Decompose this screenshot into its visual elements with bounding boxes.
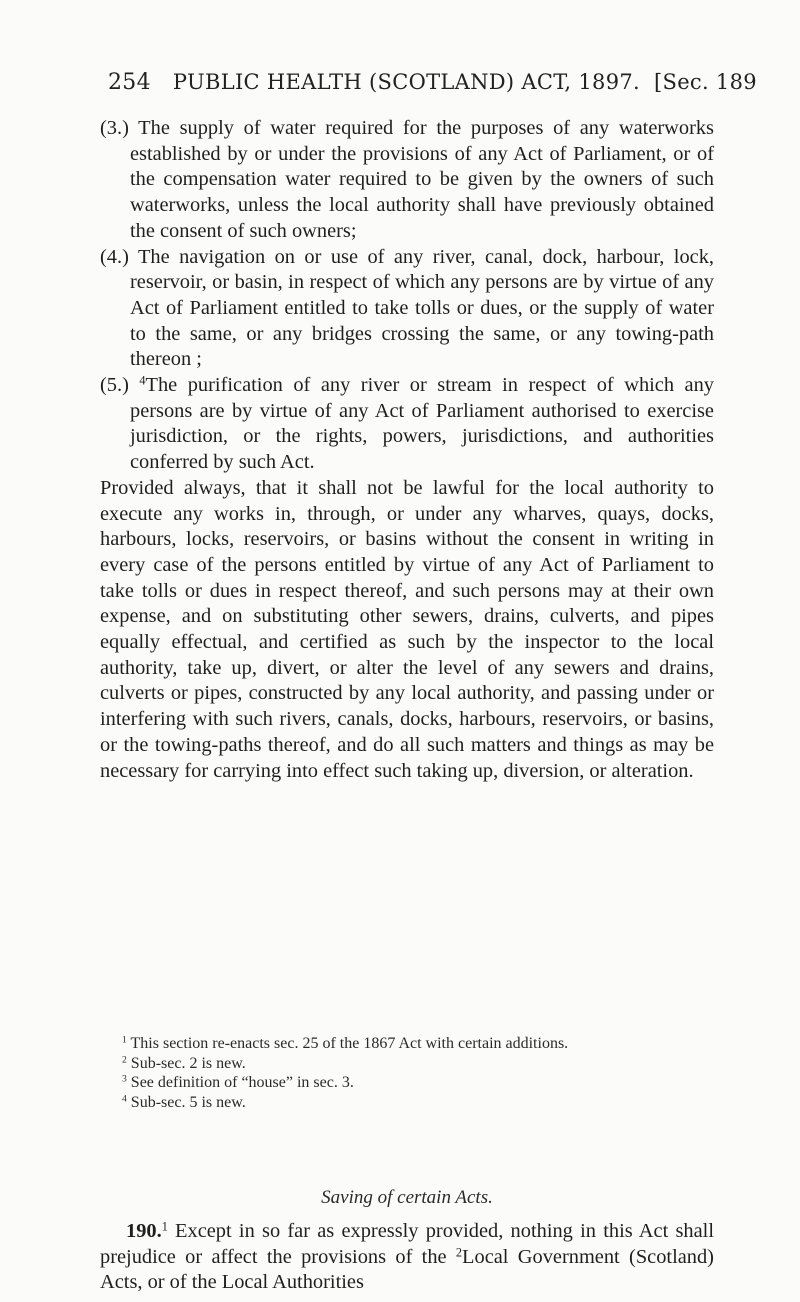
footnote-marker: 2 bbox=[122, 1054, 127, 1066]
footnote-text: Sub-sec. 2 is new. bbox=[130, 1054, 246, 1072]
footnote-4 bbox=[100, 1093, 714, 1113]
subsection-5-mark: (5.) bbox=[100, 374, 140, 397]
subsection-5-text: The purification of any river or stream in respect of which any persons are by virtue of any Act of Parliament authorised to exercise jurisdiction, or the rights, powers, jurisdictions, and authorities conferred by such Act. bbox=[130, 374, 714, 474]
section-number: 190. bbox=[126, 1220, 162, 1242]
main-text bbox=[100, 116, 714, 784]
footnote-ref-2: 2 bbox=[455, 1244, 463, 1259]
footnotes bbox=[100, 1034, 714, 1112]
subsection-3: (3.) The supply of water required for the purposes of any waterworks established by or under the provisions of any Act of Parliament, or of the compensation water required to be given by the owners of such waterworks, unless the local authority shall have previously obtained the consent of such owners; bbox=[100, 117, 714, 242]
section-190 bbox=[100, 1219, 714, 1296]
footnote-2 bbox=[100, 1054, 714, 1074]
section-reference: [Sec. 189 bbox=[654, 70, 757, 94]
footnote-ref-1: 1 bbox=[161, 1219, 168, 1234]
running-head bbox=[108, 70, 757, 95]
section-190-paragraph bbox=[100, 1219, 714, 1296]
subsection-5 bbox=[100, 373, 714, 476]
section-190-text-1: Except in so far as expressly provided, nothing in this Act shall prejudice or affect the provisions of the bbox=[100, 1220, 714, 1268]
running-title: PUBLIC HEALTH (SCOTLAND) ACT, 1897. bbox=[172, 70, 641, 94]
footnote-text: This section re-enacts sec. 25 of the 1867 Act with certain additions. bbox=[130, 1035, 569, 1052]
page-number: 254 bbox=[108, 70, 151, 95]
footnote-ref-4: 4 bbox=[139, 373, 146, 388]
footnote-marker: 1 bbox=[122, 1034, 127, 1046]
footnote-text: Sub-sec. 5 is new. bbox=[130, 1093, 246, 1111]
section-190-text-2: Local Government (Scotland) Acts, or of the Local Authorities bbox=[100, 1245, 714, 1294]
footnote-marker: 3 bbox=[122, 1073, 127, 1085]
footnote-marker: 4 bbox=[122, 1093, 127, 1105]
proviso-paragraph: Provided always, that it shall not be lawful for the local authority to execute any works in, through, or under any wharves, quays, docks, harbours, locks, reservoirs, or basins without the consent in writing in every case of the persons entitled by virtue of any Act of Parliament to take tolls or dues in respect thereof, and such persons may at their own expense, and on substituting other sewers, drains, culverts, and pipes equally effectual, and certified as such by the inspector to the local authority, take up, divert, or alter the level of any sewers and drains, culverts or pipes, constructed by any local authority, and passing under or interfering with such rivers, canals, docks, harbours, reservoirs, or basins, or the towing-paths thereof, and do all such matters and things as may be necessary for carrying into effect such taking up, diversion, or alteration. bbox=[100, 476, 714, 782]
subsection-4: (4.) The navigation on or use of any river, canal, dock, harbour, lock, reservoir, or basin, in respect of which any persons are by virtue of any Act of Parliament entitled to take tolls or dues, or the supply of water to the same, or any bridges crossing the same, or any towing-path thereon ; bbox=[100, 245, 714, 371]
footnote-1 bbox=[100, 1034, 714, 1054]
footnote-3 bbox=[100, 1073, 714, 1093]
section-heading: Saving of certain Acts. bbox=[321, 1187, 493, 1208]
footnote-text: See definition of “house” in sec. 3. bbox=[130, 1074, 354, 1091]
